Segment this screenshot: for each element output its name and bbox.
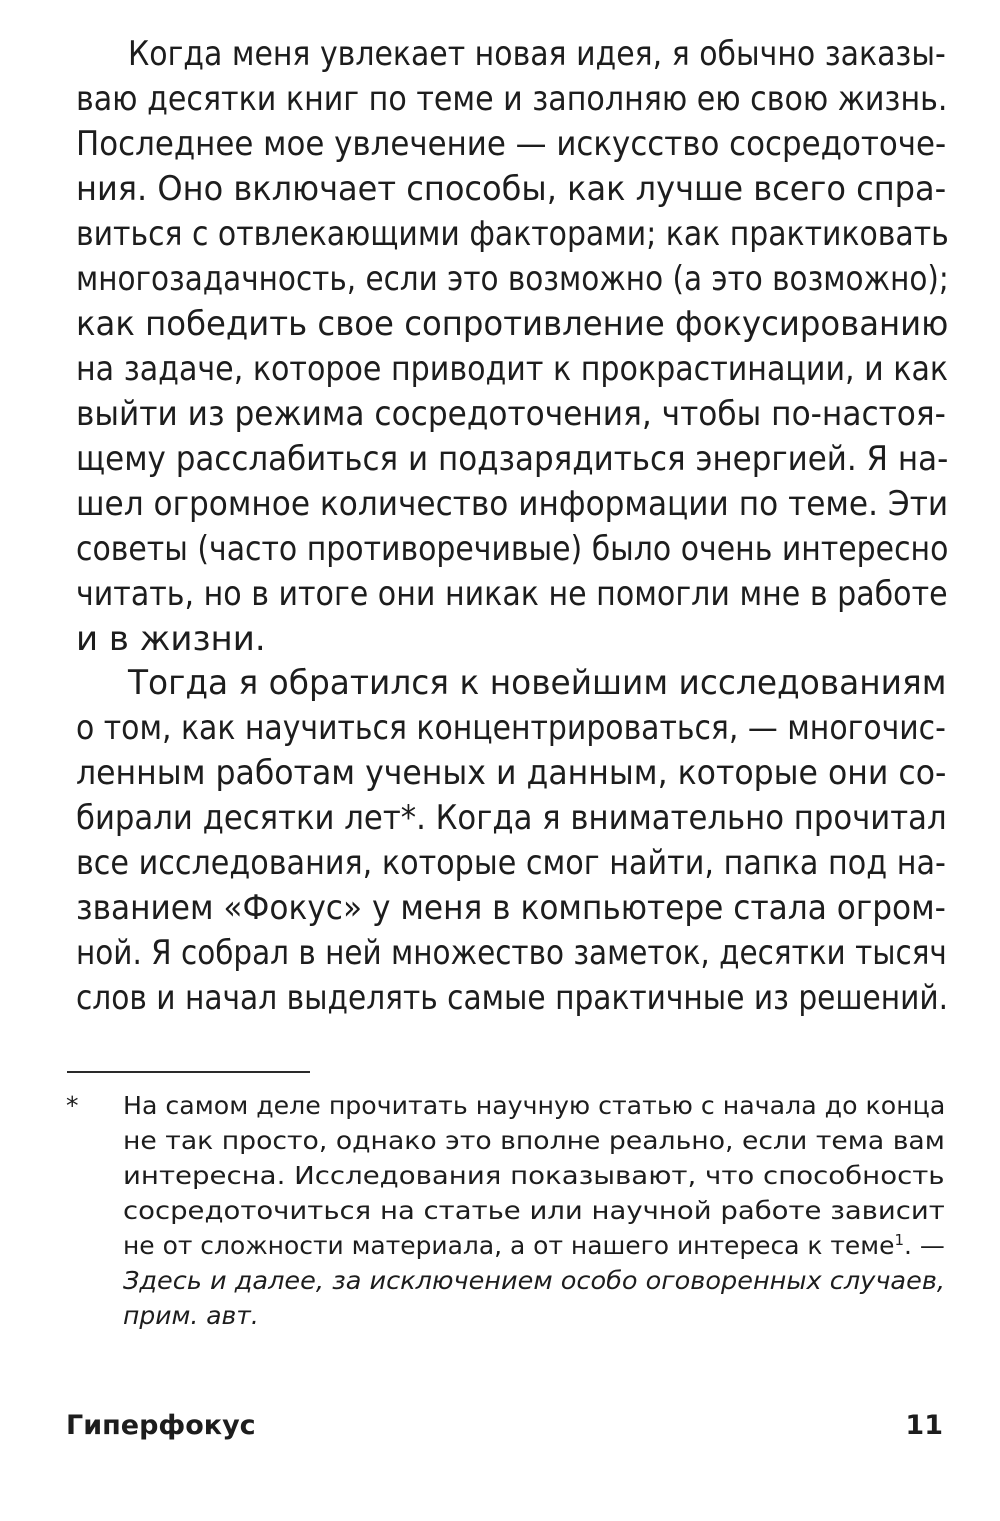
footnote-line: не так просто, однако это вполне реально, если тема вам: [123, 1126, 945, 1155]
footnote-line: интересна. Исследования показывают, что способность: [123, 1161, 945, 1190]
text-line: читать, но в итоге они никак не помогли мне в работе: [76, 574, 948, 614]
footnote-text: . —: [903, 1231, 945, 1260]
footnote-marker: *: [66, 1091, 79, 1120]
text-line: все исследования, которые смог найти, папка под на-: [76, 843, 946, 883]
text-line: Последнее мое увлечение — искусство сосредоточе-: [76, 124, 947, 164]
text-line: бирали десятки лет*. Когда я внимательно прочитал: [76, 798, 947, 838]
footnote-reference: 1: [894, 1231, 904, 1249]
text-line: ваю десятки книг по теме и заполняю ею свою жизнь.: [76, 79, 948, 119]
text-line: шел огромное количество информации по теме. Эти: [76, 484, 949, 524]
text-line: щему расслабиться и подзарядиться энергией. Я на-: [76, 439, 949, 479]
footnote-line: сосредоточиться на статье или научной работе зависит: [123, 1196, 945, 1225]
running-title: Гиперфокус: [66, 1410, 256, 1441]
footnote-rule: [67, 1071, 310, 1073]
text-line: советы (часто противоречивые) было очень интересно: [76, 529, 949, 569]
text-line: слов и начал выделять самые практичные из решений.: [76, 978, 949, 1018]
text-line: ной. Я собрал в ней множество заметок, десятки тысяч: [76, 933, 947, 973]
text-line: званием «Фокус» у меня в компьютере стала огром-: [76, 888, 946, 928]
text-line: Когда меня увлекает новая идея, я обычно заказы-: [128, 34, 946, 74]
footnote-line-italic: Здесь и далее, за исключением особо оговоренных случаев,: [123, 1266, 946, 1295]
footnote-line: На самом деле прочитать научную статью с начала до конца: [123, 1091, 946, 1120]
footnote-line: [123, 1229, 945, 1263]
footnote-line-italic: прим. авт.: [123, 1301, 259, 1330]
text-line: выйти из режима сосредоточения, чтобы по-настоя-: [76, 394, 946, 434]
text-line: виться с отвлекающими факторами; как практиковать: [76, 214, 949, 254]
text-line: на задаче, которое приводит к прокрастинации, и как: [76, 349, 949, 389]
page-number: 11: [905, 1410, 943, 1441]
text-line: Тогда я обратился к новейшим исследованиям: [128, 663, 947, 703]
text-line: и в жизни.: [76, 619, 266, 659]
text-line: многозадачность, если это возможно (а это возможно);: [76, 259, 949, 299]
text-line: ния. Оно включает способы, как лучше всего спра-: [76, 169, 947, 209]
text-line: как победить свое сопротивление фокусированию: [76, 304, 949, 344]
footnote-text: не от сложности материала, а от нашего интереса к теме: [123, 1231, 895, 1260]
text-line: о том, как научиться концентрироваться, — многочис-: [76, 708, 946, 748]
text-line: ленным работам ученых и данным, которые они со-: [76, 753, 947, 793]
